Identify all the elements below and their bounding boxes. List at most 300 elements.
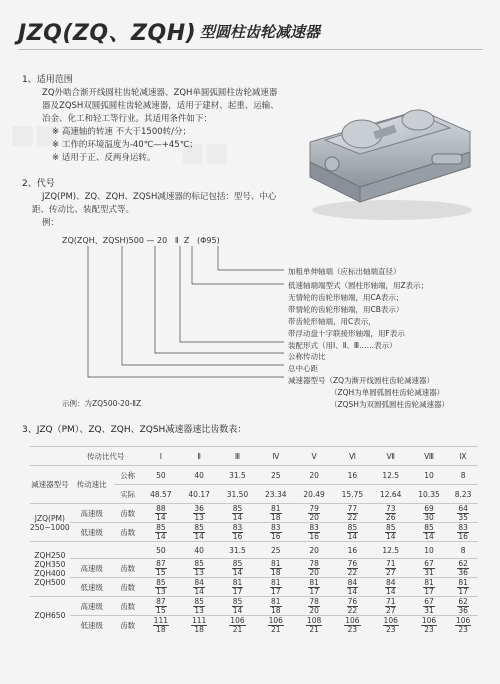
teeth-cell [448,578,478,597]
teeth-label: 齿数 [114,597,142,616]
teeth-driving: 18 [271,567,281,577]
teeth-cell [295,597,333,616]
teeth-fraction [347,579,359,596]
teeth-fraction [193,505,205,522]
teeth-driving: 21 [309,624,319,634]
nominal-value: 40 [180,466,218,485]
teeth-driven: 78 [309,596,319,606]
teeth-driving: 14 [385,531,396,541]
label-model-zq: 减速器型号（ZQ为渐开线圆柱齿轮减速器） [288,376,435,385]
teeth-driving: 17 [458,586,468,596]
teeth-driving: 20 [309,567,319,577]
label-float-shaft: 带浮动盘十字联接形轴端，用F表示 [288,329,405,338]
group-zqh: ZQH250 ZQH350 ZQH400 ZQH500 [30,542,70,597]
teeth-driven: 108 [306,615,322,625]
teeth-cell [333,559,371,578]
teeth-cell [180,504,218,523]
teeth-fraction [308,598,320,615]
actual-value: 48.57 [142,485,180,504]
nominal-value: 25 [257,466,295,485]
teeth-fraction [423,598,435,615]
teeth-fraction [457,579,469,596]
teeth-fraction [457,524,469,541]
teeth-driven: 85 [156,522,166,532]
teeth-driven: 83 [309,522,319,532]
scope-bullet-1: ※ 高速轴的转速 不大于1500转/分； [52,127,192,137]
teeth-fraction [270,524,282,541]
teeth-cell [372,597,410,616]
teeth-cell [448,523,478,542]
teeth-label: 齿数 [114,616,142,635]
teeth-driven: 84 [194,577,204,587]
nominal-value: 20 [295,542,333,559]
teeth-cell [218,504,256,523]
teeth-fraction [347,505,359,522]
teeth-driving: 14 [385,586,396,596]
teeth-cell [448,597,478,616]
teeth-driven: 67 [424,596,434,606]
teeth-driving: 36 [458,567,468,577]
teeth-driving: 23 [385,624,396,634]
teeth-driving: 22 [347,512,358,522]
teeth-driving: 16 [309,531,319,541]
header-code: Ⅵ [333,447,371,466]
teeth-cell [372,578,410,597]
teeth-fraction [232,560,244,577]
teeth-driving: 16 [232,531,243,541]
teeth-driven: 81 [309,577,319,587]
teeth-cell [180,523,218,542]
high-label: 高速级 [70,559,114,578]
teeth-fraction [308,560,320,577]
teeth-driving: 14 [347,531,358,541]
teeth-driving: 13 [194,512,204,522]
header-code: Ⅸ [448,447,478,466]
teeth-driven: 81 [271,596,281,606]
teeth-driving: 14 [424,531,434,541]
teeth-driving: 27 [385,567,396,577]
teeth-driven: 85 [156,577,166,587]
teeth-cell [295,578,333,597]
teeth-cell [448,559,478,578]
blank-cell [70,542,142,559]
teeth-fraction [423,579,435,596]
teeth-fraction [383,617,399,634]
teeth-driven: 83 [271,522,281,532]
table-row [30,447,478,466]
teeth-driven: 111 [191,615,207,625]
teeth-cell [257,616,295,635]
teeth-fraction [191,617,207,634]
teeth-driving: 20 [309,512,319,522]
nominal-value: 50 [142,542,180,559]
teeth-driving: 17 [424,586,434,596]
teeth-driving: 17 [309,586,319,596]
teeth-cell [410,559,448,578]
nominal-value: 31.5 [218,542,256,559]
teeth-cell [410,523,448,542]
teeth-label: 齿数 [114,578,142,597]
teeth-cell [295,523,333,542]
label-shaft-end: 加粗单伸轴端（应标出轴端直径） [288,267,401,276]
teeth-driven: 85 [232,503,243,513]
code-para-1: JZQ(PM)、ZQ、ZQH、ZQSH减速器的标记包括：型号、中心 [42,192,277,202]
label-model-zqh: （ZQH为单圆弧圆柱齿轮减速器） [330,388,445,397]
teeth-driving: 21 [271,624,281,634]
teeth-driven: 87 [156,596,166,606]
teeth-fraction [347,524,359,541]
nominal-value: 40 [180,542,218,559]
header-code-label: 传动比代号 [70,447,142,466]
nominal-value: 12.5 [372,466,410,485]
nominal-value: 16 [333,542,371,559]
code-example: ZQ(ZQH、ZQSH)500 — 20 Ⅱ Z (Φ95) [62,236,220,245]
teeth-driving: 31 [424,605,434,615]
teeth-cell [257,578,295,597]
teeth-cell [142,616,180,635]
code-example-label: 例： [42,218,60,228]
teeth-cell [180,559,218,578]
teeth-driving: 23 [347,624,358,634]
teeth-driven: 84 [347,577,358,587]
teeth-driving: 18 [271,605,281,615]
teeth-fraction [155,598,167,615]
teeth-driven: 64 [458,503,468,513]
teeth-fraction [385,560,397,577]
teeth-fraction [385,579,397,596]
actual-value: 40.17 [180,485,218,504]
teeth-driven: 85 [232,596,243,606]
teeth-driven: 78 [309,558,319,568]
table-row [30,597,478,616]
teeth-fraction [155,560,167,577]
label-ratio: 公称传动比 [288,352,326,361]
teeth-fraction [347,598,359,615]
teeth-driving: 30 [424,512,434,522]
teeth-driven: 85 [194,596,204,606]
group-zqh650: ZQH650 [30,597,70,635]
header-code: Ⅲ [218,447,256,466]
teeth-fraction [455,617,471,634]
teeth-driven: 85 [424,522,434,532]
teeth-cell [218,578,256,597]
header-code: Ⅶ [372,447,410,466]
header-code: Ⅱ [180,447,218,466]
teeth-driven: 71 [385,558,396,568]
header-model-label: 减速器型号 [30,466,70,504]
teeth-driven: 85 [194,522,204,532]
teeth-driving: 14 [194,586,204,596]
header-ratio-label: 传动速比 [70,466,114,504]
low-label: 低速级 [70,578,114,597]
teeth-fraction [385,598,397,615]
table-row [30,504,478,523]
teeth-driven: 85 [194,558,204,568]
teeth-driven: 84 [385,577,396,587]
teeth-driven: 85 [385,522,396,532]
teeth-cell [372,523,410,542]
teeth-cell [257,504,295,523]
teeth-driving: 13 [156,586,166,596]
actual-value: 31.50 [218,485,256,504]
teeth-cell [142,578,180,597]
nominal-value: 31.5 [218,466,256,485]
nominal-value: 50 [142,466,180,485]
teeth-driven: 106 [345,615,360,625]
title-model: JZQ(ZQ、ZQH) [18,21,197,46]
teeth-fraction [232,598,244,615]
teeth-fraction [232,505,244,522]
teeth-driven: 106 [268,615,283,625]
table-row [30,466,478,485]
teeth-cell [333,597,371,616]
low-label: 低速级 [70,616,114,635]
teeth-cell [372,504,410,523]
teeth-fraction [270,598,282,615]
teeth-cell [180,597,218,616]
scope-bullet-3: ※ 适用于正、反两身运转。 [52,153,156,163]
teeth-driving: 14 [232,567,243,577]
nominal-value: 8 [448,466,478,485]
nominal-value: 16 [333,466,371,485]
teeth-cell [218,616,256,635]
teeth-fraction [193,579,205,596]
teeth-driving: 22 [347,605,358,615]
label-low-shaft: 低速轴端端型式（圆柱形轴端，用Z表示； [288,281,429,290]
teeth-cell [410,578,448,597]
teeth-driven: 36 [194,503,204,513]
teeth-cell [295,559,333,578]
teeth-driving: 21 [232,624,243,634]
teeth-fraction [153,617,169,634]
label-model-zqsh: （ZQSH为双圆弧圆柱齿轮减速器） [330,400,449,409]
teeth-driven: 71 [385,596,396,606]
header-code: Ⅰ [142,447,180,466]
table-row [30,523,478,542]
teeth-label: 齿数 [114,504,142,523]
teeth-fraction [270,579,282,596]
teeth-driven: 85 [347,522,358,532]
teeth-driving: 23 [458,624,468,634]
label-gear-shaft: 带齿轮形轴端，用C表示， [288,317,376,326]
teeth-cell [448,504,478,523]
teeth-driven: 69 [424,503,434,513]
teeth-fraction [457,505,469,522]
teeth-label: 齿数 [114,559,142,578]
example-note: 示例：为ZQ500-20-ⅡZ [62,399,142,408]
teeth-driven: 106 [383,615,398,625]
actual-value: 10.35 [410,485,448,504]
low-label: 低速级 [70,523,114,542]
teeth-driving: 20 [309,605,319,615]
teeth-cell [372,616,410,635]
teeth-fraction [232,579,244,596]
teeth-driving: 13 [194,605,204,615]
actual-value: 8.23 [448,485,478,504]
title-name: 型圆柱齿轮减速器 [200,23,321,41]
teeth-driving: 14 [156,531,166,541]
teeth-driven: 85 [232,558,243,568]
teeth-fraction [457,598,469,615]
teeth-fraction [421,617,437,634]
teeth-driven: 76 [347,596,358,606]
actual-label: 实际 [114,485,142,504]
table-row [30,578,478,597]
scope-para-2: 器及ZQSH双圆弧圆柱齿轮减速器，适用于建材、起重、运输、 [42,101,279,111]
teeth-driving: 16 [458,531,468,541]
header-code: Ⅷ [410,447,448,466]
table-row [30,616,478,635]
teeth-driven: 79 [309,503,319,513]
teeth-fraction [193,598,205,615]
teeth-fraction [270,505,282,522]
teeth-fraction [385,524,397,541]
teeth-fraction [423,560,435,577]
actual-value: 23.34 [257,485,295,504]
watermark-right: ■■ [180,138,230,168]
teeth-driving: 17 [232,586,243,596]
teeth-cell [333,616,371,635]
teeth-cell [180,578,218,597]
teeth-fraction [385,505,397,522]
actual-value: 20.49 [295,485,333,504]
table-heading: 3、JZQ（PM）、ZQ、ZQH、ZQSH减速器速比齿数表： [22,425,247,435]
nominal-value: 10 [410,542,448,559]
teeth-fraction [268,617,284,634]
actual-value: 12.64 [372,485,410,504]
teeth-cell [180,616,218,635]
teeth-cell [333,523,371,542]
scope-para-3: 冶金、化工和轻工等行业。其适用条件如下： [42,114,213,124]
teeth-driven: 81 [232,577,243,587]
teeth-fraction [457,560,469,577]
corner-cell [30,447,70,466]
teeth-driven: 62 [458,558,468,568]
teeth-fraction [232,524,244,541]
teeth-driven: 76 [347,558,358,568]
teeth-driving: 14 [347,586,358,596]
teeth-cell [218,523,256,542]
teeth-fraction [270,560,282,577]
teeth-driven: 67 [424,558,434,568]
teeth-driving: 14 [156,512,166,522]
teeth-driving: 14 [232,605,243,615]
teeth-cell [410,504,448,523]
nominal-value: 8 [448,542,478,559]
teeth-driven: 77 [347,503,358,513]
teeth-cell [257,597,295,616]
nominal-value: 12.5 [372,542,410,559]
teeth-fraction [308,579,320,596]
teeth-driven: 81 [271,503,281,513]
teeth-cell [410,597,448,616]
header-code: Ⅴ [295,447,333,466]
teeth-driving: 14 [232,512,243,522]
teeth-cell [295,504,333,523]
teeth-driving: 27 [385,605,396,615]
teeth-cell [333,504,371,523]
teeth-fraction [155,505,167,522]
teeth-driving: 15 [156,567,166,577]
teeth-driving: 18 [194,624,204,634]
teeth-cell [295,616,333,635]
label-assembly: 装配形式（用Ⅰ、Ⅱ、Ⅲ……表示） [288,341,397,350]
teeth-fraction [347,560,359,577]
teeth-cell [142,559,180,578]
table-row [30,559,478,578]
section-scope-heading: 1、适用范围 [22,75,73,85]
teeth-driven: 87 [156,558,166,568]
label-with-cover: 带情轮的齿轮形轴端，用CB表示） [288,305,404,314]
teeth-driving: 17 [271,586,281,596]
teeth-driven: 83 [458,522,468,532]
scope-bullet-2: ※ 工作的环境温度为-40℃—+45℃； [52,140,198,150]
teeth-driving: 26 [385,512,396,522]
teeth-driving: 23 [424,624,434,634]
high-label: 高速级 [70,504,114,523]
actual-value: 15.75 [333,485,371,504]
teeth-driving: 13 [194,567,204,577]
teeth-driven: 111 [153,615,168,625]
teeth-driving: 31 [424,567,434,577]
section-code-heading: 2、代号 [22,179,55,189]
teeth-driven: 62 [458,596,468,606]
teeth-driving: 22 [347,567,358,577]
teeth-fraction [344,617,360,634]
teeth-fraction [229,617,245,634]
teeth-cell [218,559,256,578]
teeth-fraction [423,524,435,541]
teeth-driven: 83 [232,522,243,532]
code-para-2: 距、传动比、装配型式等。 [32,205,135,215]
nominal-label: 公称 [114,466,142,485]
teeth-cell [142,523,180,542]
label-center-distance: 总中心距 [288,364,318,373]
teeth-cell [142,504,180,523]
teeth-driving: 18 [156,624,166,634]
teeth-fraction [423,505,435,522]
header-code: Ⅳ [257,447,295,466]
teeth-fraction [193,524,205,541]
teeth-cell [410,616,448,635]
teeth-driven: 106 [421,615,437,625]
teeth-driving: 15 [156,605,166,615]
teeth-driving: 14 [194,531,204,541]
teeth-driven: 81 [424,577,434,587]
teeth-cell [333,578,371,597]
label-no-cover: 无情轮的齿轮形轴端，用CA表示； [288,293,404,302]
teeth-label: 齿数 [114,523,142,542]
teeth-driven: 106 [455,615,471,625]
teeth-fraction [193,560,205,577]
teeth-fraction [155,524,167,541]
teeth-cell [218,597,256,616]
section-table-heading [22,424,246,437]
teeth-driving: 16 [271,531,281,541]
teeth-cell [257,523,295,542]
table-row [30,542,478,559]
group-jzq: JZQ(PM) 250~1000 [30,504,70,542]
nominal-value: 25 [257,542,295,559]
nominal-value: 10 [410,466,448,485]
teeth-driven: 106 [230,615,245,625]
teeth-driven: 88 [156,503,166,513]
teeth-cell [142,597,180,616]
teeth-cell [372,559,410,578]
ratio-teeth-table [30,446,478,634]
teeth-driven: 73 [385,503,396,513]
teeth-fraction [155,579,167,596]
